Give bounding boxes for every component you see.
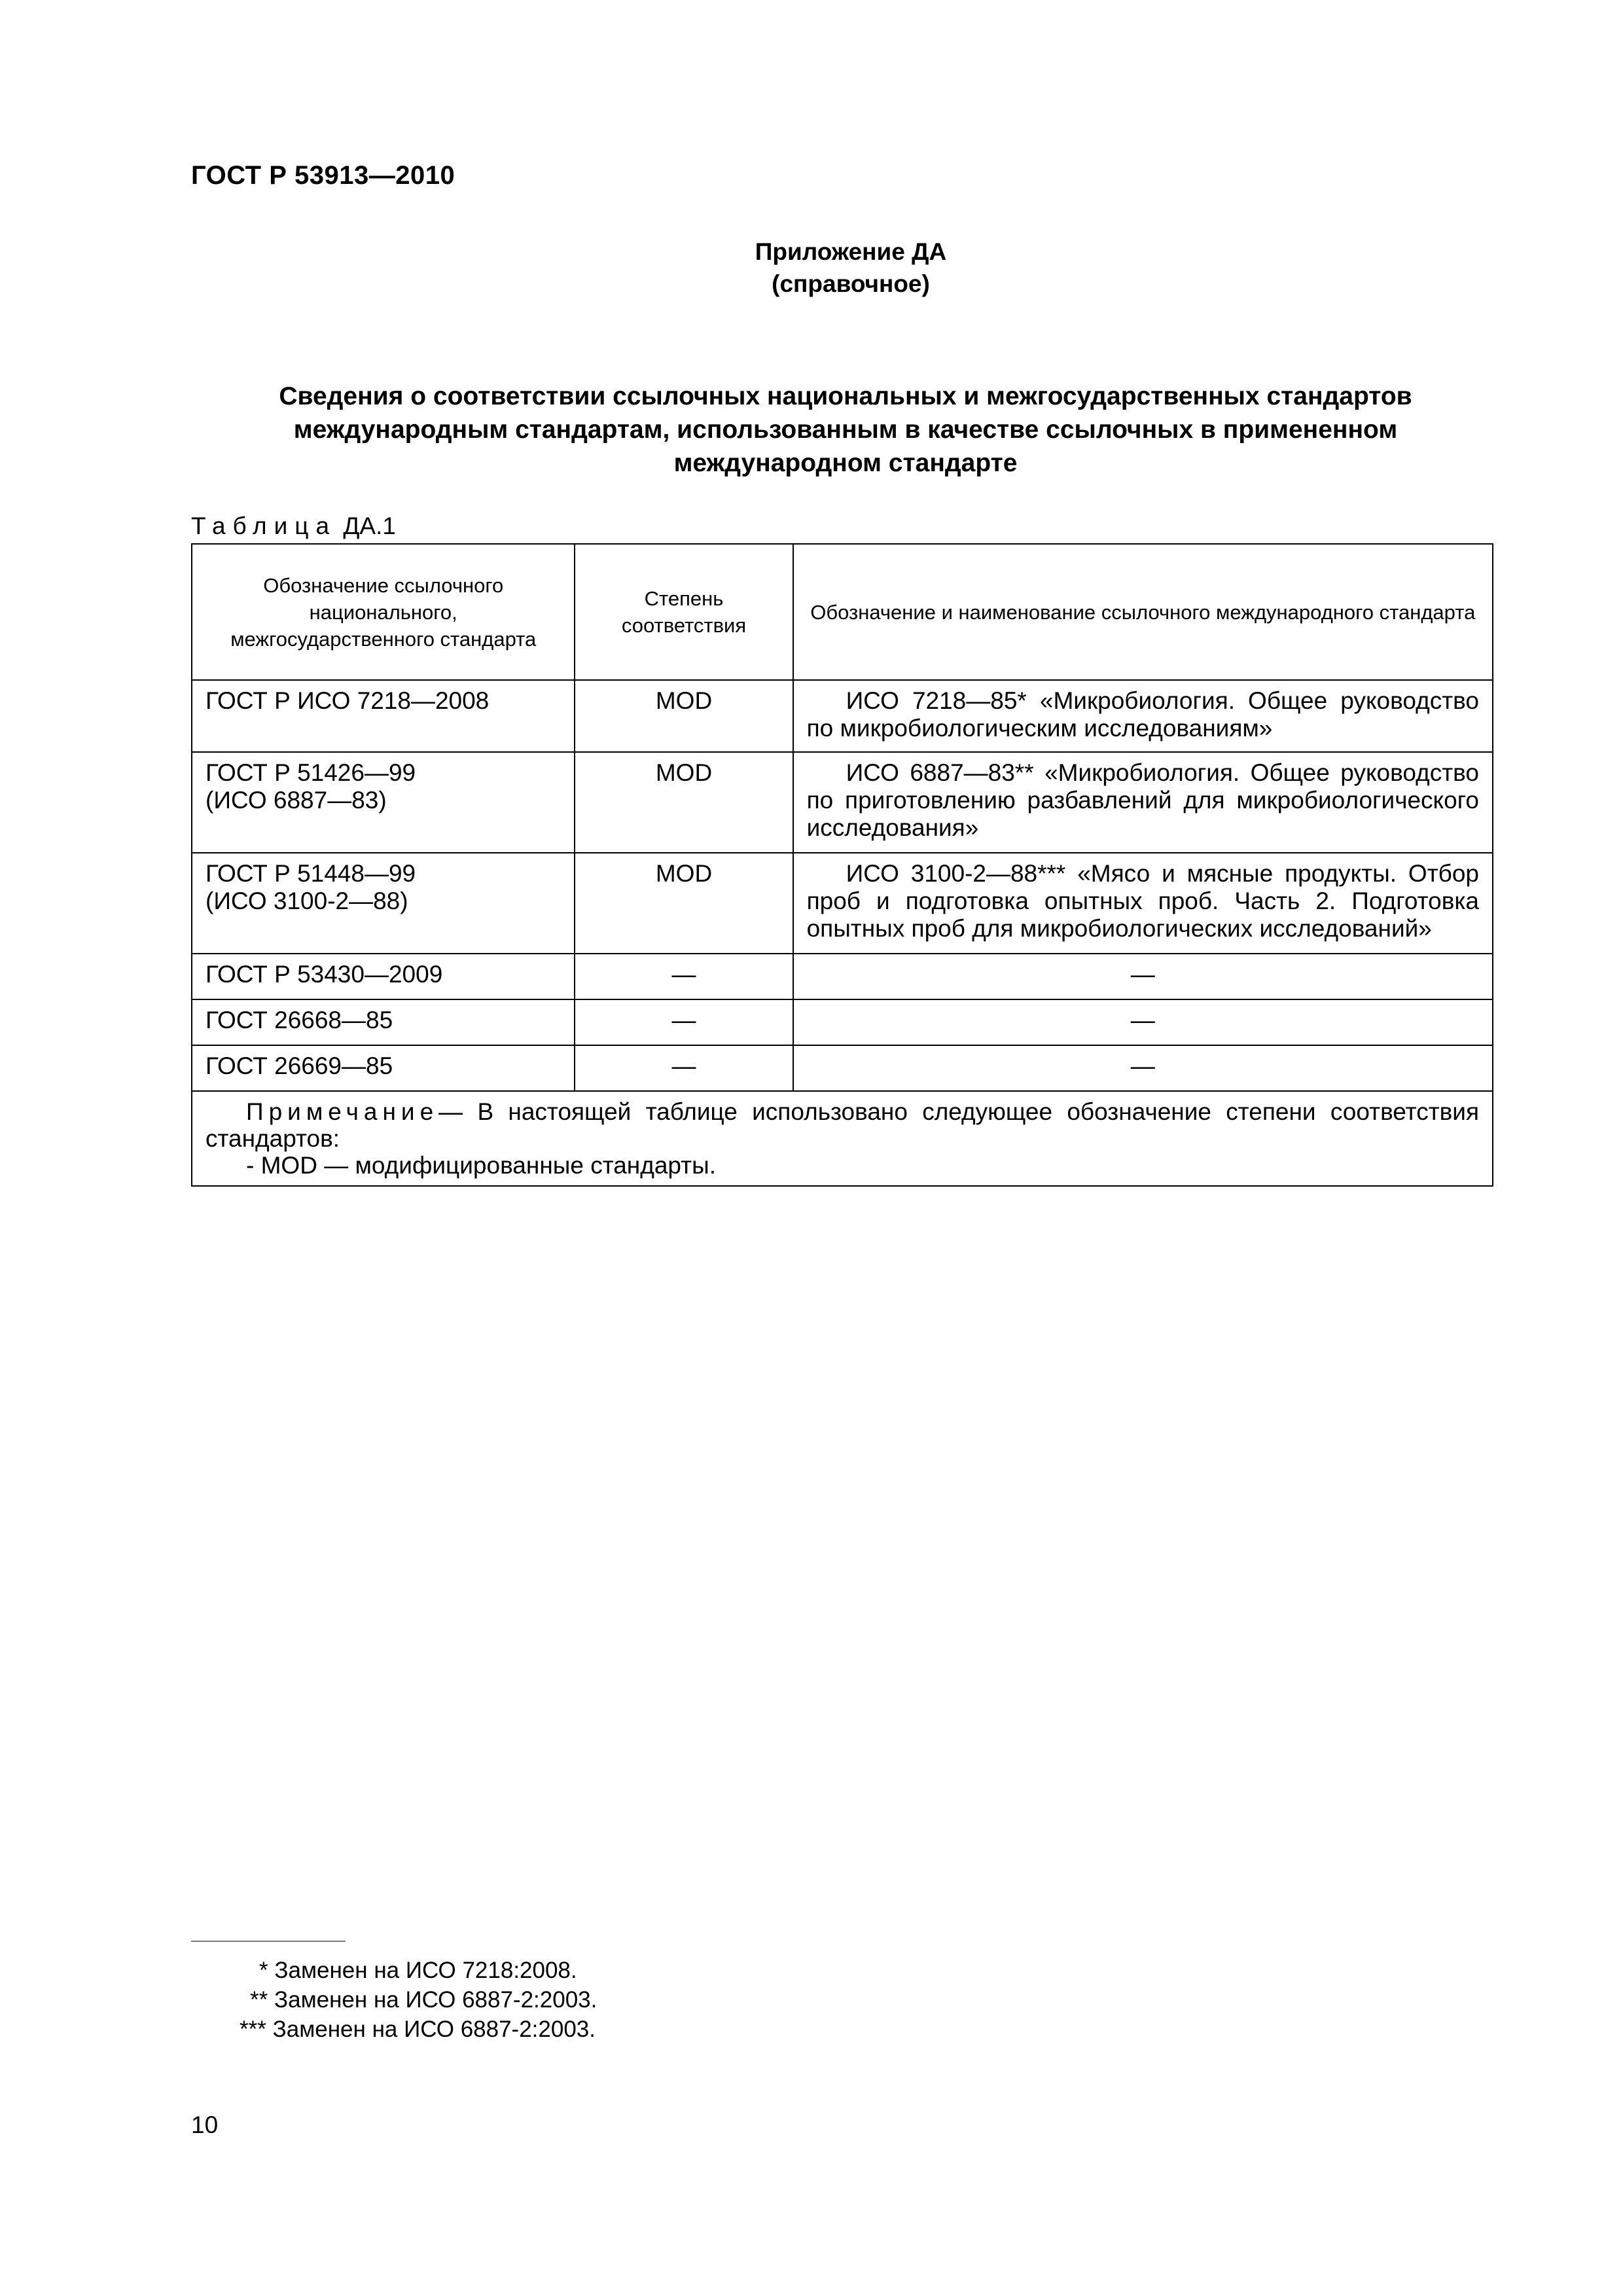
header-degree: Степень соответствия — [575, 544, 793, 680]
cell-national-standard — [192, 752, 575, 853]
international-standard-text: ИСО 3100-2—88*** «Мясо и мясные продукты. Отбор проб и подготовка опытных проб. Часть 2. Подготовка опытных проб для микробиологических исследований» — [806, 860, 1479, 942]
international-standard-text: ИСО 7218—85* «Микробиология. Общее руководство по микробиологическим исследованиям» — [806, 687, 1479, 742]
footnote-1: * Заменен на ИСО 7218:2008. — [259, 1958, 577, 1983]
standard-code: ГОСТ Р 51426—99 — [205, 759, 416, 786]
note-label: Примечание — [246, 1098, 439, 1125]
table-row — [192, 680, 1493, 752]
table-caption — [191, 512, 396, 541]
cell-degree: — — [575, 954, 793, 999]
document-code-header: ГОСТ Р 53913—2010 — [191, 161, 455, 190]
appendix-type: (справочное) — [772, 270, 930, 297]
cell-degree: — — [575, 999, 793, 1045]
cell-national-standard: ГОСТ 26669—85 — [192, 1045, 575, 1091]
cell-national-standard: ГОСТ 26668—85 — [192, 999, 575, 1045]
note-text — [205, 1098, 1479, 1152]
cell-international-standard: — — [793, 999, 1493, 1045]
table-row — [192, 1045, 1493, 1091]
cell-national-standard: ГОСТ Р 53430—2009 — [192, 954, 575, 999]
table-note-row — [192, 1091, 1493, 1186]
table-row — [192, 954, 1493, 999]
page-number: 10 — [191, 2111, 219, 2138]
cell-national-standard — [192, 680, 575, 752]
table-row — [192, 853, 1493, 954]
cell-international-standard: — — [793, 1045, 1493, 1091]
footnote-3: *** Заменен на ИСО 6887-2:2003. — [240, 2017, 596, 2042]
note-item-text: - MOD — модифицированные стандарты. — [246, 1152, 716, 1179]
table-row — [192, 752, 1493, 853]
note-item — [205, 1152, 1479, 1179]
cell-international-standard — [793, 853, 1493, 954]
table-caption-number: ДА.1 — [343, 512, 396, 539]
section-title — [191, 380, 1500, 480]
standards-correspondence-table — [191, 543, 1493, 1187]
standard-iso-equivalent: (ИСО 6887—83) — [205, 787, 387, 814]
table-note — [192, 1091, 1493, 1186]
standard-code: ГОСТ Р ИСО 7218—2008 — [205, 687, 490, 714]
cell-national-standard — [192, 853, 575, 954]
section-title-line-1: Сведения о соответствии ссылочных национальных и межгосударственных стандартов — [279, 382, 1412, 410]
header-national-standard: Обозначение ссылочного национального, межгосударственного стандарта — [192, 544, 575, 680]
table-caption-word: Таблица — [191, 512, 337, 539]
cell-degree: MOD — [575, 752, 793, 853]
appendix-title: Приложение ДА — [755, 238, 947, 265]
section-title-line-2: международным стандартам, использованным в качестве ссылочных в примененном — [293, 416, 1398, 444]
header-international-standard: Обозначение и наименование ссылочного международного стандарта — [793, 544, 1493, 680]
footnotes — [191, 1956, 649, 2044]
international-standard-text: ИСО 6887—83** «Микробиология. Общее руководство по приготовлению разбавлений для микробиологического исследования» — [806, 759, 1479, 841]
cell-international-standard — [793, 680, 1493, 752]
cell-degree: MOD — [575, 853, 793, 954]
table-header-row — [192, 544, 1493, 680]
standard-code: ГОСТ Р 51448—99 — [205, 860, 416, 887]
footnote-2: ** Заменен на ИСО 6887-2:2003. — [250, 1987, 597, 2013]
appendix-heading — [681, 236, 1021, 300]
table-row — [192, 999, 1493, 1045]
cell-international-standard — [793, 752, 1493, 853]
section-title-line-3: международном стандарте — [673, 449, 1018, 477]
note-body: — В настоящей таблице использовано следующее обозначение степени соответствия стандартов: — [205, 1098, 1479, 1152]
cell-international-standard: — — [793, 954, 1493, 999]
standard-iso-equivalent: (ИСО 3100-2—88) — [205, 888, 408, 914]
footnote-divider — [191, 1941, 346, 1942]
cell-degree: — — [575, 1045, 793, 1091]
cell-degree: MOD — [575, 680, 793, 752]
